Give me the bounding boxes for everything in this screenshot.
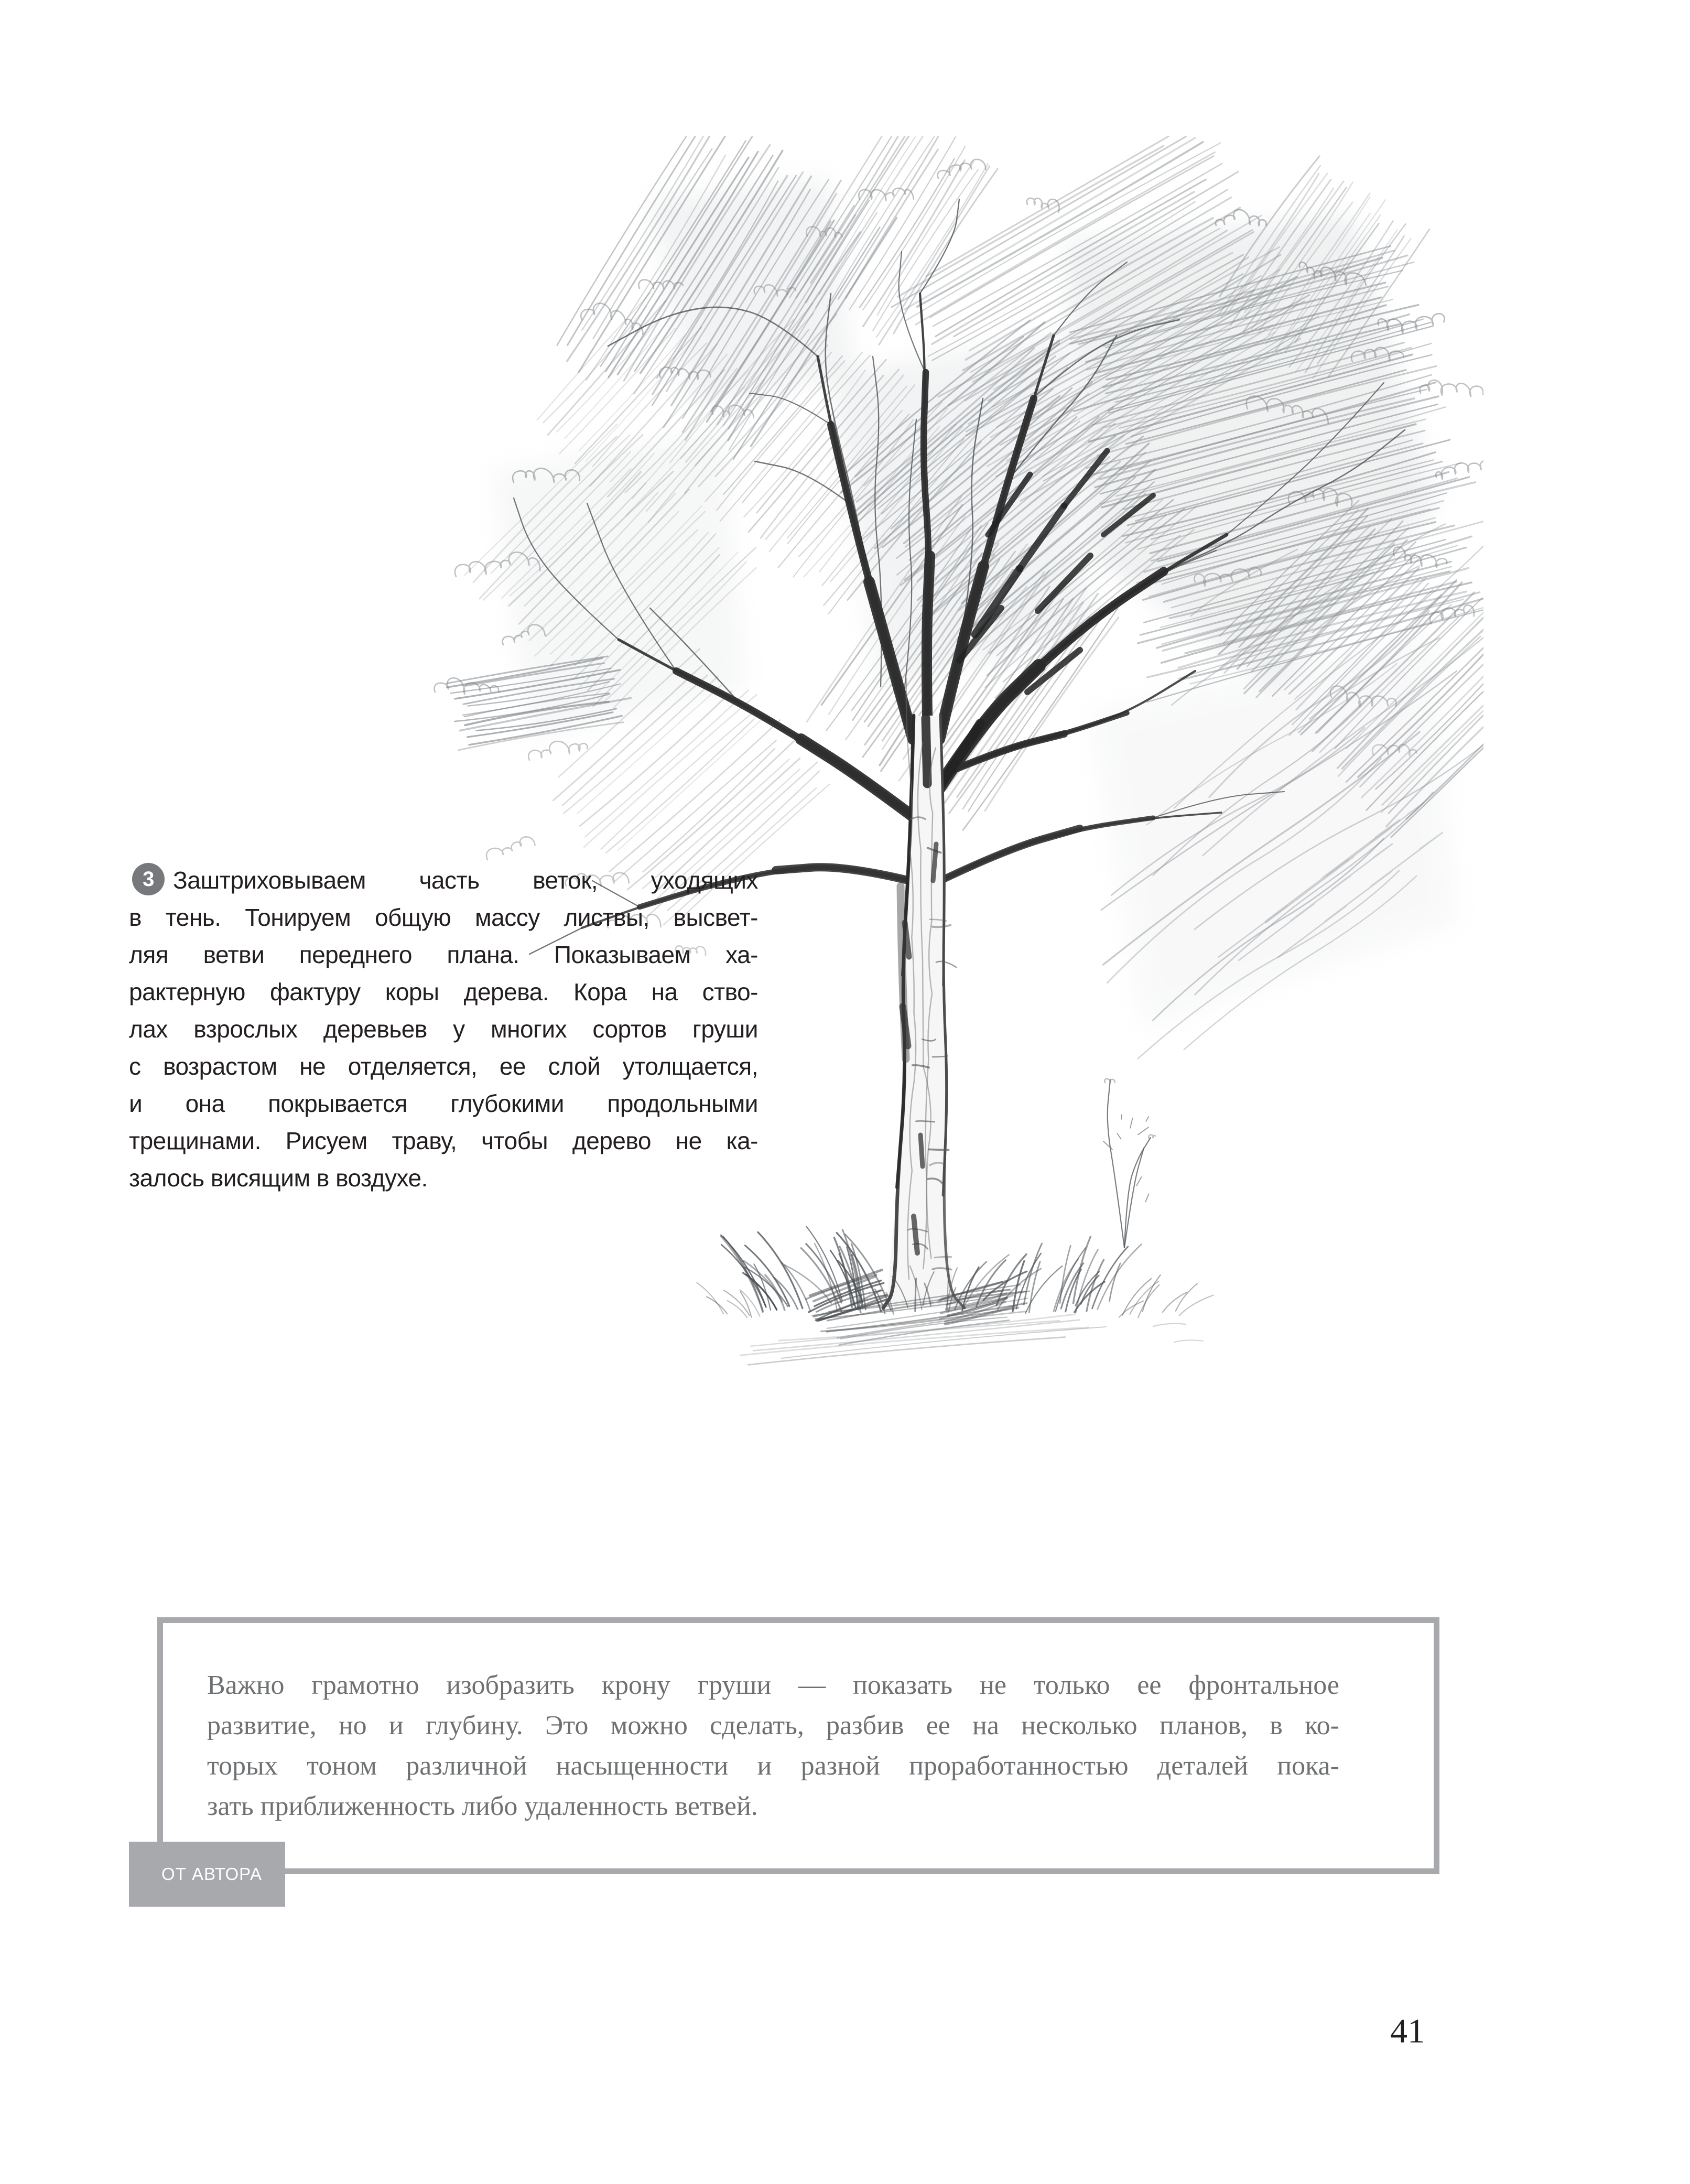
step-number-badge: 3 bbox=[132, 863, 165, 895]
step-text-line: Заштриховываем часть веток, уходящих bbox=[173, 867, 758, 894]
step-3-paragraph bbox=[129, 862, 758, 1197]
page-number: 41 bbox=[1390, 2012, 1425, 2050]
step-text-line: трещинами. Рисуем траву, чтобы дерево не ка- bbox=[129, 1127, 758, 1154]
step-text-line: с возрастом не отделяется, ее слой утолщается, bbox=[129, 1053, 758, 1080]
step-text-line: залось висящим в воздухе. bbox=[129, 1164, 428, 1192]
note-line: торых тоном различной насыщенности и разной проработанностью деталей пока- bbox=[207, 1751, 1339, 1781]
step-text-line: в тень. Тонируем общую массу листвы, высвет- bbox=[129, 904, 758, 931]
step-text-line: лах взрослых деревьев у многих сортов груши bbox=[129, 1015, 758, 1043]
tree-sketch-caption bbox=[356, 1368, 357, 1369]
step-text-line: ляя ветви переднего плана. Показываем ха- bbox=[129, 941, 758, 968]
author-note-tab bbox=[129, 1842, 285, 1907]
author-note-box bbox=[157, 1617, 1439, 1874]
note-line: зать приближенность либо удаленность ветвей. bbox=[207, 1791, 758, 1821]
note-line: развитие, но и глубину. Это можно сделать, разбив ее на несколько планов, в ко- bbox=[207, 1711, 1339, 1740]
note-line: Важно грамотно изобразить крону груши — показать не только ее фронтальное bbox=[207, 1670, 1339, 1700]
author-note-tab-label: ОТ АВТОРА bbox=[161, 1864, 262, 1884]
step-text-line: рактерную фактуру коры дерева. Кора на ство- bbox=[129, 978, 758, 1005]
step-text-line: и она покрывается глубокими продольными bbox=[129, 1090, 758, 1117]
